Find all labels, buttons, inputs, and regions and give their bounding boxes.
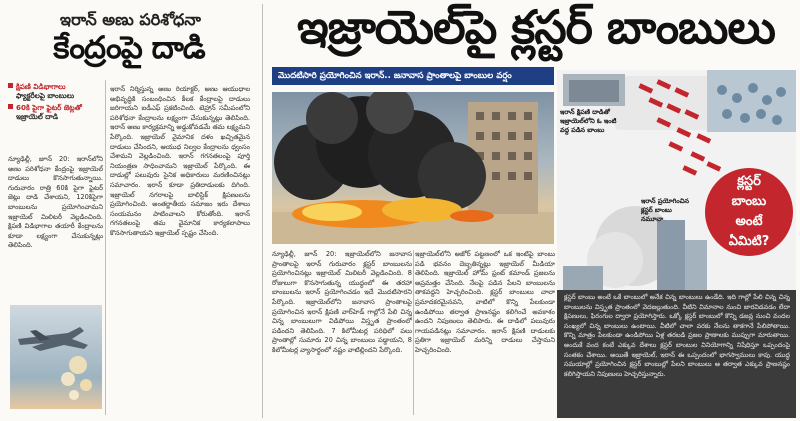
fighter-jet-photo <box>10 305 102 409</box>
fighter-jet-icon <box>10 305 102 409</box>
column-divider <box>413 250 414 415</box>
explainer-text: క్లస్టర్ బాంబు అంటే ఒకే బాంబులో అనేక చిన్న బాంబులు ఉండేది. ఇది గాల్లో పేలి చిన్న చిన్న బాంబులను విస్తృత ప్రాంతంలో వెదజల్లుతుంది. వీటిని విమానాల నుంచి జారవిడవడం లేదా క్షిపణులు, ఫిరంగుల ద్వారా ప్రయోగిస్తారు. ఒక్కో క్లస్టర్ బాంబులో కొన్ని డజన్ల నుంచి వందల సంఖ్యలో చిన్న బాంబులు ఉంటాయి. వీటిలో చాలా వరకు నేలను తాకగానే పేలిపోతాయి. కొన్ని మాత్రం పేలకుండా ఉండిపోయి ఏళ్ల తరబడి ప్రజల ప్రాణాలకు ముప్పుగా మారుతాయి. అందుకే వంద కంటే ఎక్కువ దేశాలు క్లస్టర్ బాంబుల వినియోగాన్ని నిషేధిస్తూ ఒప్పందంపై సంతకం చేశాయి. అయితే ఇజ్రాయెల్, ఇరాన్ ఈ ఒప్పందంలో భాగస్వాములు కావు. యుద్ధ సమయాల్లో ప్రయోగించిన క్లస్టర్ బాంబుల్లో పేలని బాంబులు ఆ తర్వాత ఎక్కువ ప్రాణనష్టం కలిగిస్తాయని నిపుణులు హెచ్చరిస్తున్నారు. <box>564 293 790 378</box>
infographic-photo-caption: ఇరాన్ క్షిపణి దాడితో ఇజ్రాయెల్‌లోని ఓ ఇంటి వద్ద పడిన బాంబు <box>560 108 617 134</box>
infographic-model-caption: ఇరాన్ ప్రయోగించిన క్లస్టర్ బాంబు నమూనా <box>641 197 690 223</box>
main-subheadline: మొదటిసారి ప్రయోగించిన ఇరాన్.. జనావాస ప్రాంతాలపై బాంబుల వర్షం <box>272 67 554 85</box>
highlight-text: ఇజ్రాయెల్ దాడి <box>16 112 59 122</box>
main-article-body-col-2: ఇజ్రాయెల్‌లోని అజోర్ పట్టణంలో ఒక ఇంటిపై బాంబు పడి భవనం దెబ్బతిన్నట్లు ఇజ్రాయెల్ మీడియా తెలిపింది. ఇజ్రాయెల్ హోమ్ ఫ్రంట్ కమాండ్ ప్రజలను అప్రమత్తం చేసింది. నేలపై పడిన పేలని బాంబులను తాకవద్దని హెచ్చరించింది. క్లస్టర్ బాంబులు చాలా ప్రమాదకరమైనవని, వాటిలో కొన్ని పేలకుండా ఉండిపోయి తర్వాత ప్రాణనష్టం కలిగించే అవకాశం ఉందని నిపుణులు తెలిపారు. ఈ దాడిలో పలువురు గాయపడినట్లు సమాచారం. ఇరాన్ క్షిపణి దాడులకు ప్రతిగా ఇజ్రాయెల్ మరిన్ని దాడులు చేస్తామని హెచ్చరించింది. <box>415 250 555 354</box>
left-article-body-col-1: న్యూఢిల్లీ, జూన్ 20: ఇరాన్‌లోని అణు పరిశోధనా కేంద్రంపై ఇజ్రాయెల్ దాడులు కొనసాగుతున్నాయి. గురువారం రాత్రి 60కి పైగా ఫైటర్ జెట్లు దాడి చేశాయని, 120కిపైగా బాంబులను ప్రయోగించామని ఇజ్రాయెల్ మిలిటరీ వెల్లడించింది. క్షిపణి విడిభాగాల తయారీ కేంద్రాలను కూడా లక్ష్యంగా చేసుకున్నట్లు తెలిపింది. <box>8 155 103 250</box>
bullet-square-icon <box>8 104 13 109</box>
left-article-highlights <box>8 82 103 124</box>
left-article-title: కేంద్రంపై దాడి <box>53 30 205 66</box>
highlight-red-text: క్షిపణి విడిభాగాలు <box>16 82 66 91</box>
smoke-fire-scene-icon <box>272 92 554 244</box>
left-article-body-col-2: ఇరాన్ నిర్మిస్తున్న అణు రియాక్టర్, అణు ఆయుధాల అభివృద్ధికి సంబంధించిన కీలక కేంద్రాలపై దాడులు జరిగాయని ఐడీఎఫ్ ప్రకటించింది. టెహ్రాన్ సమీపంలోని పరిశోధనా కేంద్రాలను లక్ష్యంగా చేసుకున్నట్లు తెలిపింది. ఇరాన్ అణు కార్యక్రమాన్ని అడ్డుకోవడమే తమ లక్ష్యమని పేర్కొంది. ఇజ్రాయెల్ వైమానిక దళం ఖచ్చితమైన దాడులు చేసిందని, ఆయుధ నిల్వల కేంద్రాలను ధ్వంసం చేశామని వెల్లడించింది. ఇరాన్ గగనతలంపై పూర్తి నియంత్రణ సాధించామని ఇజ్రాయెల్ పేర్కొంది. ఈ దాడుల్లో పలువురు సైనిక అధికారులు మరణించినట్లు సమాచారం. ఇరాన్ కూడా ప్రతిదాడులకు దిగింది. ఇజ్రాయెల్ నగరాలపై బాలిస్టిక్ క్షిపణులను ప్రయోగించింది. అంతర్జాతీయ సమాజం ఇరు దేశాలు సంయమనం పాటించాలని కోరుతోంది. ఇరాన్ గగనతలంపై తమ వైమానిక కార్యకలాపాలు కొనసాగుతాయని ఇజ్రాయెల్ స్పష్టం చేసింది. <box>110 85 250 237</box>
highlight-red-text: 60కి పైగా ఫైటర్ జెట్లతో <box>16 102 82 112</box>
main-headline: ఇజ్రాయెల్‌పై క్లస్టర్ బాంబులు <box>297 0 775 54</box>
main-article-body-col-1: న్యూఢిల్లీ, జూన్ 20: ఇజ్రాయెల్‌లోని జనావాస ప్రాంతాలపై ఇరాన్ గురువారం క్లస్టర్ బాంబులను ప్రయోగించినట్లు ఇజ్రాయెల్ మిలిటరీ వెల్లడించింది. 8 రోజులుగా కొనసాగుతున్న యుద్ధంలో ఈ తరహా బాంబులను ఇరాన్ ప్రయోగించడం ఇదే మొదటిసారని పేర్కొంది. ఇజ్రాయెల్‌లోని జనావాస ప్రాంతాలపై ప్రయోగించిన ఇరాన్ క్షిపణి వార్‌హెడ్ గాల్లోనే పేలి చిన్న చిన్న బాంబులుగా విడిపోయి విస్తృత ప్రాంతంలో పడిందని తెలిపింది. 7 కిలోమీటర్ల పరిధిలో పలు ప్రాంతాల్లో సుమారు 20 చిన్న బాంబులు పడ్డాయని, 8 కిలోమీటర్ల వ్యాసార్థంలో నష్టం వాటిల్లిందని పేర్కొంది. <box>272 250 412 354</box>
badge-line: క్లస్టర్ <box>737 174 761 189</box>
what-is-cluster-bomb-badge <box>705 168 793 256</box>
left-article-kicker: ఇరాన్ అణు పరిశోధనా <box>60 10 201 29</box>
highlight-item <box>8 82 103 101</box>
badge-line: ఏమిటి? <box>728 234 770 249</box>
highlight-item <box>8 103 103 122</box>
explosion-photo <box>272 92 554 244</box>
bullet-square-icon <box>8 83 13 88</box>
highlight-text: ఫ్యాక్టరీలపై బాంబులు <box>16 91 75 101</box>
badge-line: బాంబు <box>731 194 767 209</box>
column-divider <box>262 4 263 418</box>
column-divider <box>105 80 106 415</box>
badge-line: అంటే <box>735 214 763 229</box>
